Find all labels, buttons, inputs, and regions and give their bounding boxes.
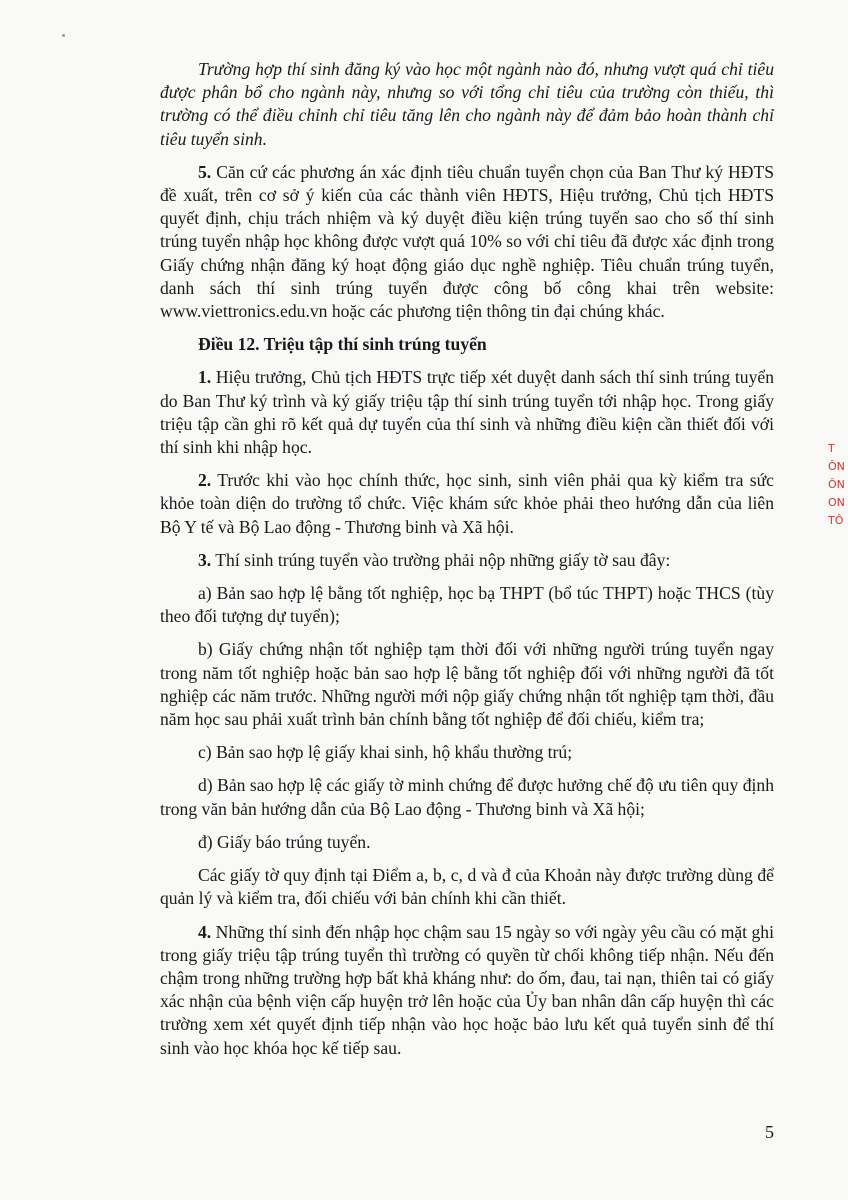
- stamp-fragment: ÔN: [828, 460, 845, 473]
- paragraph-clause-5: [160, 161, 774, 323]
- clause-number: 4.: [198, 921, 212, 942]
- stamp-fragment: T: [828, 442, 835, 455]
- clause-text: Thí sinh trúng tuyển vào trường phải nộp những giấy tờ sau đây:: [211, 549, 671, 570]
- clause-text: Hiệu trưởng, Chủ tịch HĐTS trực tiếp xét duyệt danh sách thí sinh trúng tuyển do Ban Thư ký trình và ký giấy triệu tập thí sinh trúng tuyển tới nhập học. Trong giấy triệu tập cần ghi rõ kết quả dự tuyển của thí sinh và những điều kiện cần thiết đối với thí sinh khi nhập học.: [160, 367, 774, 458]
- paragraph-clause-1: [160, 366, 774, 459]
- article-12-heading: Điều 12. Triệu tập thí sinh trúng tuyển: [198, 334, 487, 355]
- stamp-fragment: ON: [828, 496, 845, 509]
- clause-text: Trước khi vào học chính thức, học sinh, sinh viên phải qua kỳ kiểm tra sức khỏe toàn diện do trường tổ chức. Việc khám sức khỏe phải theo hướng dẫn của liên Bộ Y tế và Bộ Lao động - Thương binh và Xã hội.: [160, 470, 774, 537]
- item-dd: đ) Giấy báo trúng tuyển.: [198, 831, 371, 852]
- page-number: 5: [765, 1122, 774, 1142]
- paragraph-quota-adjustment: Trường hợp thí sinh đăng ký vào học một ngành nào đó, nhưng vượt quá chỉ tiêu được phân bổ cho ngành này, nhưng so với tổng chỉ tiêu của trường còn thiếu, thì trường có thể điều chỉnh chỉ tiêu tăng lên cho ngành này để đảm bảo hoàn thành chỉ tiêu tuyển sinh.: [160, 59, 774, 149]
- item-b: b) Giấy chứng nhận tốt nghiệp tạm thời đối với những người trúng tuyển ngay trong năm tốt nghiệp hoặc bản sao hợp lệ bằng tốt nghiệp đối với những người đã tốt nghiệp các năm trước. Những người mới nộp giấy chứng nhận tốt nghiệp tạm thời, đầu năm học sau phải xuất trình bản chính bằng tốt nghiệp để đối chiếu, kiểm tra;: [160, 639, 774, 730]
- paragraph-documents-usage: Các giấy tờ quy định tại Điểm a, b, c, d và đ của Khoản này được trường dùng để quản lý và kiểm tra, đối chiếu với bản chính khi cần thiết.: [160, 865, 774, 909]
- clause-number: 2.: [198, 470, 212, 491]
- red-seal-stamp-edge: [828, 440, 848, 590]
- stamp-fragment: TÔ: [828, 514, 844, 527]
- stamp-fragment: ÔN: [828, 478, 845, 491]
- paragraph-clause-3: [160, 549, 774, 572]
- clause-number: 5.: [198, 161, 212, 182]
- clause-text: Căn cứ các phương án xác định tiêu chuẩn tuyển chọn của Ban Thư ký HĐTS đề xuất, trên cơ sở ý kiến của các thành viên HĐTS, Hiệu trưởng, Chủ tịch HĐTS quyết định, chịu trách nhiệm và ký duyệt điều kiện trúng tuyển sao cho số thí sinh trúng tuyển nhập học không được vượt quá 10% so với chỉ tiêu đã được xác định trong Giấy chứng nhận đăng ký hoạt động giáo dục nghề nghiệp. Tiêu chuẩn trúng tuyển, danh sách thí sinh trúng tuyển được công bố công khai trên website: www.viettronics.edu.vn hoặc các phương tiện thông tin đại chúng khác.: [160, 161, 774, 322]
- clause-text: Những thí sinh đến nhập học chậm sau 15 ngày so với ngày yêu cầu có mặt ghi trong giấy triệu tập trúng tuyển thì trường có quyền từ chối không tiếp nhận. Nếu đến chậm trong những trường hợp bất khả kháng như: do ốm, đau, tai nạn, thiên tai có giấy xác nhận của bệnh viện cấp huyện trở lên hoặc của Ủy ban nhân dân cấp huyện thì các trường xem xét quyết định tiếp nhận vào học hoặc bảo lưu kết quả tuyển sinh để thí sinh vào học khóa học kế tiếp sau.: [160, 921, 774, 1058]
- item-d: d) Bản sao hợp lệ các giấy tờ minh chứng để được hưởng chế độ ưu tiên quy định trong văn bản hướng dẫn của Bộ Lao động - Thương binh và Xã hội;: [160, 775, 774, 819]
- clause-number: 3.: [198, 549, 212, 570]
- scan-speck: [62, 34, 65, 37]
- document-body: [160, 58, 774, 1070]
- paragraph-clause-2: [160, 469, 774, 539]
- clause-number: 1.: [198, 367, 212, 388]
- paragraph-clause-4: [160, 921, 774, 1060]
- item-a: a) Bản sao hợp lệ bằng tốt nghiệp, học bạ THPT (bổ túc THPT) hoặc THCS (tùy theo đối tượng dự tuyển);: [160, 583, 774, 627]
- item-c: c) Bản sao hợp lệ giấy khai sinh, hộ khẩu thường trú;: [198, 742, 573, 763]
